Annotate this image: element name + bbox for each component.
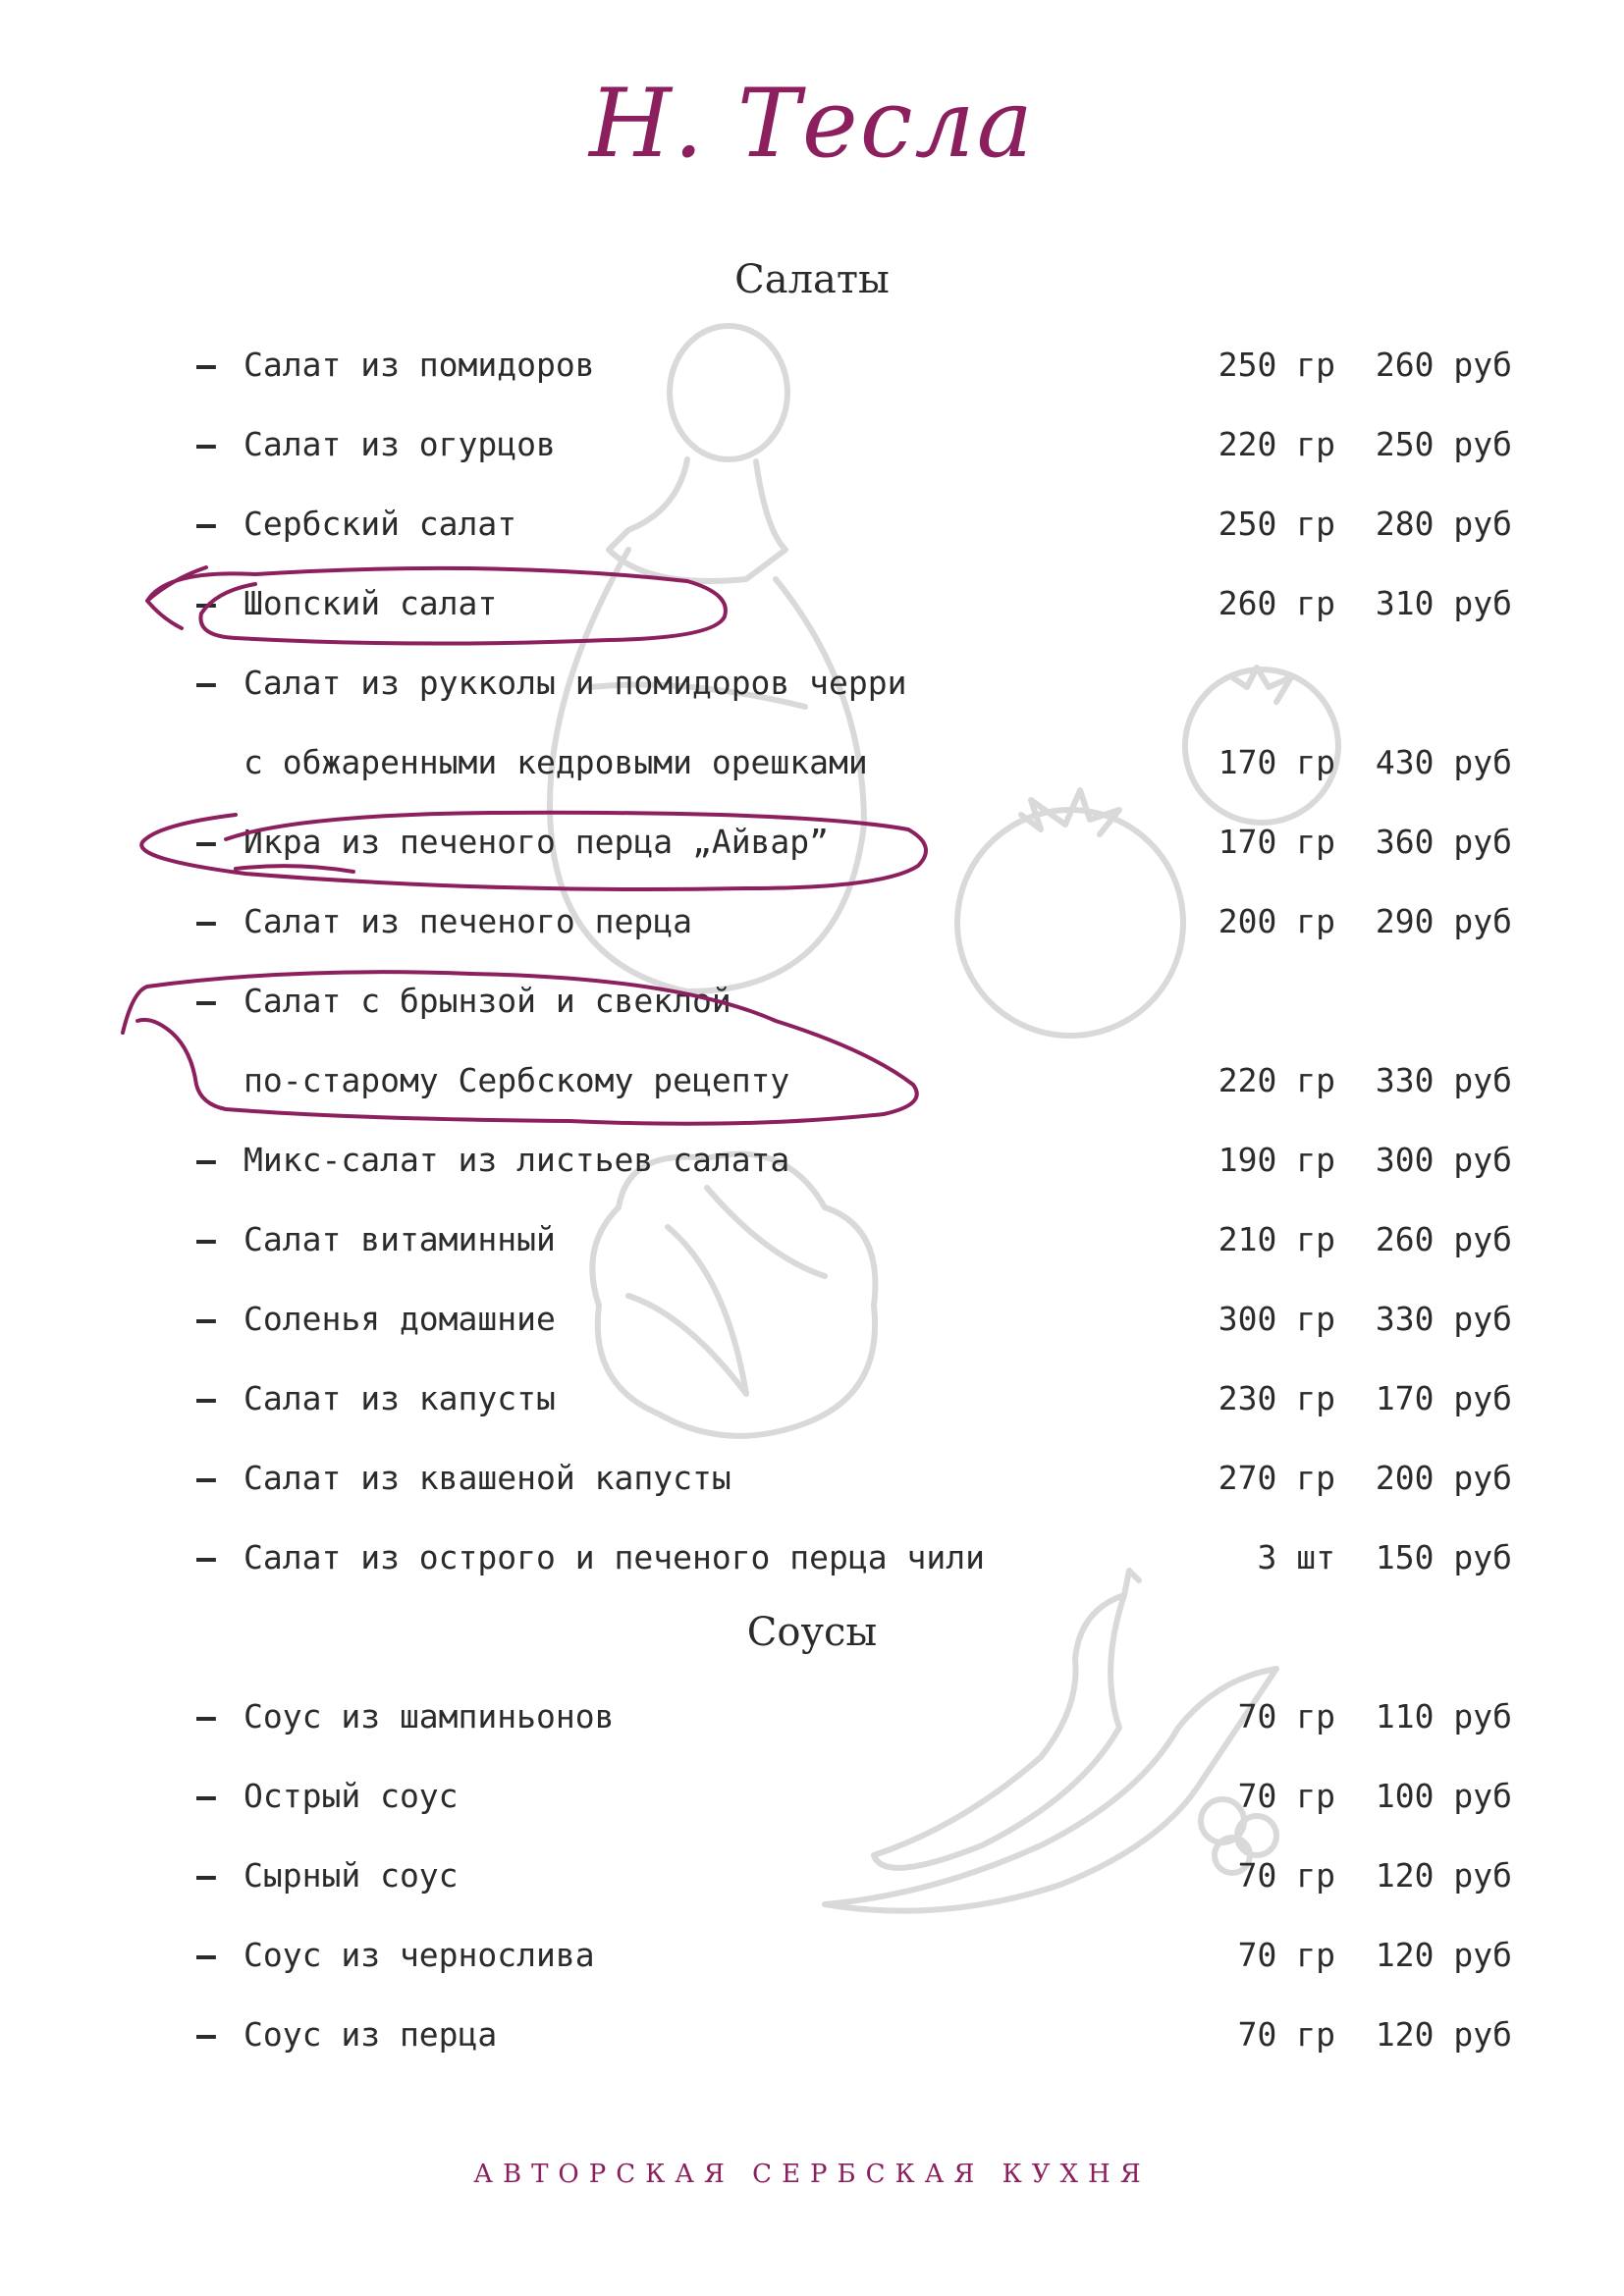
- menu-item: [196, 813, 1512, 872]
- item-price: 430 руб: [1375, 743, 1512, 781]
- item-dash: –: [196, 1697, 216, 1735]
- item-dash: –: [196, 505, 216, 543]
- item-price: 280 руб: [1375, 505, 1512, 543]
- menu-item: [196, 2005, 1512, 2064]
- item-price: 310 руб: [1375, 584, 1512, 622]
- item-weight: 70 гр: [1237, 2015, 1335, 2054]
- item-dash: –: [196, 346, 216, 384]
- item-name: Салат витаминный: [244, 1220, 556, 1258]
- item-price: 120 руб: [1375, 1936, 1512, 1974]
- item-name: Сербский салат: [244, 505, 517, 543]
- item-weight: 70 гр: [1237, 1697, 1335, 1735]
- item-price: 110 руб: [1375, 1697, 1512, 1735]
- item-dash: –: [196, 1777, 216, 1815]
- item-dash: –: [196, 2015, 216, 2054]
- item-name: Шопский салат: [244, 584, 498, 622]
- item-weight: 220 гр: [1218, 1061, 1335, 1099]
- item-dash: –: [196, 823, 216, 861]
- item-name: Соус из чернослива: [244, 1936, 595, 1974]
- item-name: по-старому Сербскому рецепту: [244, 1061, 790, 1099]
- menu-item: [196, 1449, 1512, 1508]
- item-weight: 210 гр: [1218, 1220, 1335, 1258]
- item-name: Соус из шампиньонов: [244, 1697, 615, 1735]
- item-dash: –: [196, 1459, 216, 1497]
- item-price: 120 руб: [1375, 2015, 1512, 2054]
- menu-item: [196, 336, 1512, 395]
- menu-item: [196, 654, 1512, 713]
- item-dash: –: [196, 1936, 216, 1974]
- item-dash: –: [196, 1538, 216, 1576]
- item-weight: 200 гр: [1218, 902, 1335, 940]
- item-weight: 220 гр: [1218, 425, 1335, 463]
- item-price: 260 руб: [1375, 1220, 1512, 1258]
- item-name: Салат из рукколы и помидоров черри: [244, 664, 907, 702]
- restaurant-logo: Н. Тесла: [589, 69, 1035, 179]
- item-price: 330 руб: [1375, 1300, 1512, 1338]
- item-price: 260 руб: [1375, 346, 1512, 384]
- item-name: с обжаренными кедровыми орешками: [244, 743, 868, 781]
- menu-item: [196, 1210, 1512, 1269]
- item-weight: 70 гр: [1237, 1856, 1335, 1895]
- menu-item: [196, 1767, 1512, 1826]
- menu-item: [196, 415, 1512, 474]
- menu-item: [196, 574, 1512, 633]
- menu-item: [196, 1528, 1512, 1587]
- footer-tagline: АВТОРСКАЯ СЕРБСКАЯ КУХНЯ: [473, 2160, 1151, 2189]
- menu-item: [196, 1846, 1512, 1905]
- item-name: Салат из острого и печеного перца чили: [244, 1538, 985, 1576]
- item-price: 150 руб: [1375, 1538, 1512, 1576]
- menu-item: [196, 892, 1512, 951]
- item-name: Салат из капусты: [244, 1379, 556, 1417]
- item-name: Салат из огурцов: [244, 425, 556, 463]
- item-weight: 190 гр: [1218, 1141, 1335, 1179]
- item-price: 360 руб: [1375, 823, 1512, 861]
- item-name: Салат из помидоров: [244, 346, 595, 384]
- item-dash: –: [196, 1300, 216, 1338]
- item-name: Соус из перца: [244, 2015, 498, 2054]
- item-name: Сырный соус: [244, 1856, 459, 1895]
- menu-item-continuation: [196, 733, 1512, 792]
- item-price: 200 руб: [1375, 1459, 1512, 1497]
- item-weight: 300 гр: [1218, 1300, 1335, 1338]
- item-dash: –: [196, 425, 216, 463]
- item-dash: –: [196, 1379, 216, 1417]
- item-weight: 250 гр: [1218, 505, 1335, 543]
- item-price: 290 руб: [1375, 902, 1512, 940]
- menu-item: [196, 972, 1512, 1031]
- menu-item: [196, 1926, 1512, 1985]
- item-price: 170 руб: [1375, 1379, 1512, 1417]
- item-name: Икра из печеного перца „Айвар”: [244, 823, 830, 861]
- item-price: 120 руб: [1375, 1856, 1512, 1895]
- item-name: Соленья домашние: [244, 1300, 556, 1338]
- item-weight: 3 шт: [1257, 1538, 1335, 1576]
- section-title-salads: Салаты: [734, 257, 890, 302]
- menu-item-continuation: [196, 1051, 1512, 1110]
- item-dash: –: [196, 664, 216, 702]
- menu-item: [196, 1290, 1512, 1349]
- item-name: Салат из печеного перца: [244, 902, 692, 940]
- item-price: 330 руб: [1375, 1061, 1512, 1099]
- menu-item: [196, 1131, 1512, 1190]
- item-weight: 260 гр: [1218, 584, 1335, 622]
- item-weight: 170 гр: [1218, 743, 1335, 781]
- item-weight: 170 гр: [1218, 823, 1335, 861]
- item-price: 100 руб: [1375, 1777, 1512, 1815]
- item-price: 250 руб: [1375, 425, 1512, 463]
- section-title-sauces: Соусы: [746, 1610, 878, 1655]
- item-price: 300 руб: [1375, 1141, 1512, 1179]
- item-weight: 270 гр: [1218, 1459, 1335, 1497]
- item-weight: 70 гр: [1237, 1777, 1335, 1815]
- item-name: Острый соус: [244, 1777, 459, 1815]
- menu-item: [196, 1369, 1512, 1428]
- item-dash: –: [196, 1141, 216, 1179]
- item-name: Салат с брынзой и свеклой: [244, 982, 731, 1020]
- item-dash: –: [196, 982, 216, 1020]
- menu-item: [196, 1687, 1512, 1746]
- menu-item: [196, 495, 1512, 554]
- item-weight: 70 гр: [1237, 1936, 1335, 1974]
- item-weight: 250 гр: [1218, 346, 1335, 384]
- item-dash: –: [196, 1220, 216, 1258]
- item-weight: 230 гр: [1218, 1379, 1335, 1417]
- item-name: Микс-салат из листьев салата: [244, 1141, 790, 1179]
- item-dash: –: [196, 584, 216, 622]
- item-dash: –: [196, 1856, 216, 1895]
- item-dash: –: [196, 902, 216, 940]
- item-name: Салат из квашеной капусты: [244, 1459, 731, 1497]
